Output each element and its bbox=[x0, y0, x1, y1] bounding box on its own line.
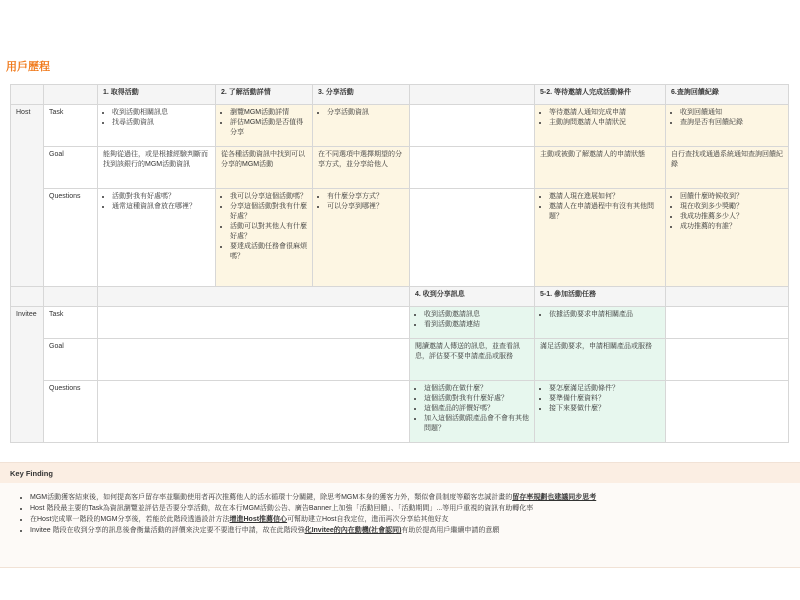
host-goal-label: Goal bbox=[44, 147, 98, 189]
header-blank-cell bbox=[11, 287, 44, 307]
list-item: • 瀏覽MGM活動詳情 bbox=[230, 108, 307, 118]
key-finding-emphasis: 留存率規劃也建議同步思考 bbox=[512, 494, 597, 501]
invitee-goal-cell: 閱讀邀請人傳送的訊息，並查看訊息，評估要不要申請產品或服務 bbox=[410, 339, 535, 381]
host-task-cell bbox=[410, 105, 535, 147]
stage-header-6: 6.查詢回饋紀錄 bbox=[666, 85, 789, 105]
invitee-questions-label: Questions bbox=[44, 381, 98, 443]
invitee-task-label: Task bbox=[44, 307, 98, 339]
host-questions-cell bbox=[98, 189, 216, 287]
host-goal-cell: 從各種活動資訊中找到可以分享的MGM活動 bbox=[216, 147, 313, 189]
list-item: • 分享活動資訊 bbox=[327, 108, 404, 118]
header-blank-cell bbox=[98, 287, 410, 307]
invitee-empty-cell bbox=[98, 339, 410, 381]
key-finding-item bbox=[30, 492, 790, 503]
list-item: • 找尋活動資訊 bbox=[112, 118, 210, 128]
list-item: • 看到活動邀請連結 bbox=[424, 320, 529, 330]
list-item: • 活動對我有好處嗎？ bbox=[112, 192, 210, 202]
key-finding-text: Invitee 階段在收到分享的訊息後會衡量活動的評價來決定要不要進行申請，故在此階段強 bbox=[30, 527, 305, 534]
list-item: • 邀請人現在進展如何？ bbox=[549, 192, 660, 202]
stage-header-4 bbox=[410, 85, 535, 105]
invitee-questions-row bbox=[11, 381, 789, 443]
header-blank-cell bbox=[44, 287, 98, 307]
host-questions-cell bbox=[666, 189, 789, 287]
host-task-cell bbox=[216, 105, 313, 147]
list-item: • 分享這個活動對我有什麼好處？ bbox=[230, 202, 307, 222]
list-item: • 我成功推薦多少人？ bbox=[680, 212, 783, 222]
invitee-task-cell bbox=[410, 307, 535, 339]
key-finding-item bbox=[30, 514, 790, 525]
invitee-task-cell bbox=[535, 307, 666, 339]
header-blank-cell bbox=[666, 287, 789, 307]
list-item: • 收到回饋通知 bbox=[680, 108, 783, 118]
host-goal-row bbox=[11, 147, 789, 189]
list-item: • 評估MGM活動是否值得分享 bbox=[230, 118, 307, 138]
host-task-cell bbox=[535, 105, 666, 147]
host-goal-cell: 在不同選項中選擇期望的分享方式，並分享給他人 bbox=[313, 147, 410, 189]
list-item: • 查詢是否有回饋紀錄 bbox=[680, 118, 783, 128]
invitee-empty-cell bbox=[98, 307, 410, 339]
list-item: • 這個產品的評價好嗎？ bbox=[424, 404, 529, 414]
page-title: 用戶歷程 bbox=[6, 61, 50, 73]
key-finding-emphasis: 化Invitee的內在動機(社會認同) bbox=[304, 527, 402, 534]
list-item: • 有什麼分享方式？ bbox=[327, 192, 404, 202]
host-questions-cell bbox=[410, 189, 535, 287]
key-finding-text: 有助於提高用戶繼續申請的意願 bbox=[401, 527, 500, 534]
host-questions-row bbox=[11, 189, 789, 287]
host-task-cell bbox=[666, 105, 789, 147]
list-item: • 加入這個活動跟產品會不會有其他問題？ bbox=[424, 414, 529, 434]
list-item: • 收到活動邀請訊息 bbox=[424, 310, 529, 320]
key-finding-emphasis: 增進Host推薦信心 bbox=[229, 516, 288, 523]
stage-header-2: 2. 了解活動詳情 bbox=[216, 85, 313, 105]
host-questions-cell bbox=[313, 189, 410, 287]
invitee-questions-cell bbox=[535, 381, 666, 443]
key-finding-header bbox=[0, 463, 800, 483]
list-item: • 現在收到多少獎勵？ bbox=[680, 202, 783, 212]
host-questions-label: Questions bbox=[44, 189, 98, 287]
stage-header-1: 1. 取得活動 bbox=[98, 85, 216, 105]
invitee-empty-cell bbox=[666, 339, 789, 381]
key-finding-panel bbox=[0, 462, 800, 568]
user-journey-table bbox=[10, 84, 789, 443]
list-item: • 主動詢問邀請人申請狀況 bbox=[549, 118, 660, 128]
host-goal-cell bbox=[410, 147, 535, 189]
list-item: • 收到活動相關訊息 bbox=[112, 108, 210, 118]
host-goal-cell: 能夠從過往，或是根據經驗判斷而找到該銀行的MGM活動資訊 bbox=[98, 147, 216, 189]
list-item: • 成功推薦的有誰？ bbox=[680, 222, 783, 232]
host-task-cell bbox=[313, 105, 410, 147]
list-item: • 活動可以對其他人有什麼好處？ bbox=[230, 222, 307, 242]
invitee-empty-cell bbox=[98, 381, 410, 443]
stage-header-5-2: 5-2. 等待邀請人完成活動條件 bbox=[535, 85, 666, 105]
invitee-goal-row bbox=[11, 339, 789, 381]
list-item: • 這個活動對我有什麼好處？ bbox=[424, 394, 529, 404]
list-item: • 可以分享到哪裡？ bbox=[327, 202, 404, 212]
host-goal-cell: 自行查找或通過系統通知查詢回饋紀錄 bbox=[666, 147, 789, 189]
list-item: • 接下來要做什麼？ bbox=[549, 404, 660, 414]
invitee-stage-header-row bbox=[11, 287, 789, 307]
stage-header-3: 3. 分享活動 bbox=[313, 85, 410, 105]
host-task-cell bbox=[98, 105, 216, 147]
host-questions-cell bbox=[535, 189, 666, 287]
stage-header-5-1: 5-1. 參加活動任務 bbox=[535, 287, 666, 307]
invitee-empty-cell bbox=[666, 381, 789, 443]
list-item: • 這個活動在做什麼？ bbox=[424, 384, 529, 394]
invitee-questions-cell bbox=[410, 381, 535, 443]
invitee-task-row bbox=[11, 307, 789, 339]
key-finding-text: MGM活動獲客結束後，如何提高客戶留存率並驅動使用者再次推薦他人的活水循環十分關鍵，除思考MGM本身的獲客力外，類似會員制度等顧客忠誠計畫的 bbox=[30, 494, 513, 501]
list-item: • 要準備什麼資料？ bbox=[549, 394, 660, 404]
stage-header-row bbox=[11, 85, 789, 105]
host-task-row bbox=[11, 105, 789, 147]
list-item: • 通常這種資訊會放在哪裡？ bbox=[112, 202, 210, 212]
key-finding-text: Host 階段最主要的Task為資訊瀏覽並評估是否要分享活動，故在本行MGM活動公告、廣告Banner上加強「活動回饋」、「活動期間」...等用戶重視的資訊有助轉化率 bbox=[30, 505, 534, 512]
invitee-goal-label: Goal bbox=[44, 339, 98, 381]
invitee-role-label: Invitee bbox=[11, 307, 44, 443]
header-blank-cell bbox=[11, 85, 44, 105]
list-item: • 回饋什麼時候收到？ bbox=[680, 192, 783, 202]
host-goal-cell: 主動或被動了解邀請人的申請狀態 bbox=[535, 147, 666, 189]
key-finding-item bbox=[30, 503, 790, 514]
stage-header-4: 4. 收到分享訊息 bbox=[410, 287, 535, 307]
invitee-empty-cell bbox=[666, 307, 789, 339]
host-role-label: Host bbox=[11, 105, 44, 287]
host-questions-cell bbox=[216, 189, 313, 287]
key-finding-text: 在Host完成單一階段的MGM分享後，若能於此階段透過設計方法 bbox=[30, 516, 230, 523]
list-item: • 要達成活動任務會很麻煩嗎？ bbox=[230, 242, 307, 262]
list-item: • 等待邀請人通知完成申請 bbox=[549, 108, 660, 118]
invitee-goal-cell: 滿足活動要求，申請相關產品或服務 bbox=[535, 339, 666, 381]
key-finding-list bbox=[22, 492, 790, 536]
key-finding-item bbox=[30, 525, 790, 536]
key-finding-text: 可幫助建立Host自我定位，進而再次分享給其他好友 bbox=[287, 516, 449, 523]
list-item: • 要怎麼滿足活動條件？ bbox=[549, 384, 660, 394]
list-item: • 邀請人在申請過程中有沒有其他問題？ bbox=[549, 202, 660, 222]
list-item: • 我可以分享這個活動嗎？ bbox=[230, 192, 307, 202]
key-finding-title: Key Finding bbox=[10, 469, 53, 478]
list-item: • 依據活動要求申請相關產品 bbox=[549, 310, 660, 320]
host-task-label: Task bbox=[44, 105, 98, 147]
header-blank-cell bbox=[44, 85, 98, 105]
